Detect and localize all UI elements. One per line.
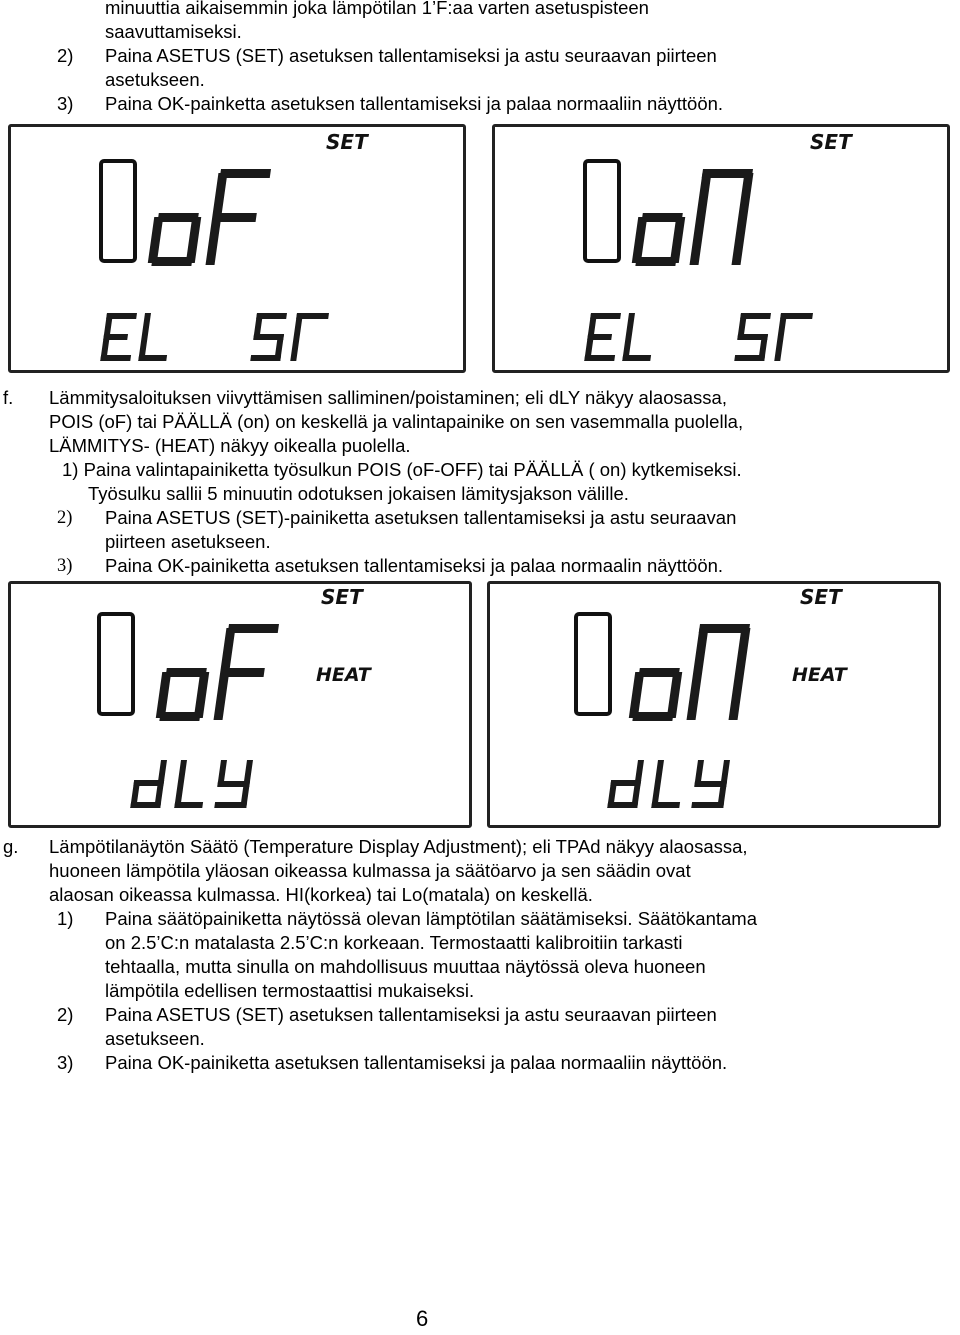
text-line: lämpötila edellisen termostaattisi mukaiseksi. bbox=[105, 980, 475, 1001]
empty-digit-outline bbox=[576, 614, 610, 714]
text-line: minuuttia aikaisemmin joka lämpötilan 1’F:aa varten asetuspisteen bbox=[105, 0, 649, 18]
empty-digit-outline bbox=[99, 614, 133, 714]
text-line: Lämpötilanäytön Säätö (Temperature Display Adjustment); eli TPAd näkyy alaosassa, bbox=[49, 836, 748, 857]
text-line: Lämmitysaloituksen viivyttämisen salliminen/poistaminen; eli dLY näkyy alaosassa, bbox=[49, 387, 727, 408]
lcd-center-text bbox=[631, 169, 754, 266]
empty-digit-outline bbox=[101, 161, 135, 261]
lcd-display-delay-off bbox=[8, 581, 472, 828]
lcd-center-text bbox=[147, 169, 271, 266]
lcd-bottom-text bbox=[584, 313, 813, 361]
text-line: Paina OK-painiketta asetuksen tallentamiseksi ja palaa normaalin näyttöön. bbox=[105, 555, 724, 576]
text-line: saavuttamiseksi. bbox=[105, 21, 242, 42]
text-line: piirteen asetukseen. bbox=[105, 531, 271, 552]
lcd-display-delay-on bbox=[487, 581, 941, 828]
lcd-display-ontime-off bbox=[8, 124, 466, 373]
empty-digit-outline bbox=[585, 161, 619, 261]
heat-indicator: HEAT bbox=[792, 664, 847, 686]
step-number: 3) bbox=[57, 93, 74, 114]
text-line: asetukseen. bbox=[105, 1028, 205, 1049]
text-line: Työsulku sallii 5 minuutin odotuksen jokaisen lämitysjakson välille. bbox=[88, 483, 629, 504]
text-line: on 2.5’C:n matalasta 2.5’C:n korkeaan. Termostaatti kalibroitiin tarkasti bbox=[105, 932, 683, 953]
lcd-display-ontime-on bbox=[492, 124, 950, 373]
heat-indicator: HEAT bbox=[316, 664, 371, 686]
step-number: 2) bbox=[57, 1004, 74, 1025]
text-line: tehtaalla, mutta sinulla on mahdollisuus muuttaa näytössä oleva huoneen bbox=[105, 956, 706, 977]
step-number: 3) bbox=[57, 1052, 74, 1073]
text-line: 1) Paina valintapainiketta työsulkun POIS (oF-OFF) tai PÄÄLLÄ ( on) kytkemiseksi. bbox=[62, 459, 742, 480]
step-number: 2) bbox=[57, 508, 73, 528]
text-line: Paina ASETUS (SET)-painiketta asetuksen tallentamiseksi ja astu seuraavan bbox=[105, 507, 737, 528]
step-number: 1) bbox=[57, 908, 74, 929]
section-letter: g. bbox=[3, 836, 19, 857]
text-line: Paina ASETUS (SET) asetuksen tallentamiseksi ja astu seuraavan piirteen bbox=[105, 45, 717, 66]
text-line: LÄMMITYS- (HEAT) näkyy oikealla puolella. bbox=[49, 435, 411, 456]
text-line: Paina säätöpainiketta näytössä olevan lämptötilan säätämiseksi. Säätökantama bbox=[105, 908, 757, 929]
section-letter: f. bbox=[3, 387, 14, 408]
set-indicator: SET bbox=[326, 130, 368, 154]
lcd-bottom-text bbox=[607, 760, 730, 808]
page-number: 6 bbox=[416, 1306, 429, 1331]
lcd-center-text bbox=[628, 624, 751, 721]
text-line: asetukseen. bbox=[105, 69, 205, 90]
text-line: huoneen lämpötila yläosan oikeassa kulmassa ja säätöarvo ja sen säädin ovat bbox=[49, 860, 691, 881]
text-line: Paina OK-painketta asetuksen tallentamiseksi ja palaa normaaliin näyttöön. bbox=[105, 93, 724, 114]
text-line: Paina ASETUS (SET) asetuksen tallentamiseksi ja astu seuraavan piirteen bbox=[105, 1004, 717, 1025]
text-line: Paina OK-painiketta asetuksen tallentamiseksi ja palaa normaaliin näyttöön. bbox=[105, 1052, 728, 1073]
set-indicator: SET bbox=[321, 585, 363, 609]
lcd-center-text bbox=[155, 624, 279, 721]
step-number: 3) bbox=[57, 556, 73, 576]
lcd-bottom-text bbox=[100, 313, 329, 361]
step-number: 2) bbox=[57, 45, 74, 66]
set-indicator: SET bbox=[800, 585, 842, 609]
set-indicator: SET bbox=[810, 130, 852, 154]
text-line: POIS (oF) tai PÄÄLLÄ (on) on keskellä ja valintapainike on sen vasemmalla puolella, bbox=[49, 411, 744, 432]
lcd-bottom-text bbox=[130, 760, 253, 808]
text-line: alaosan oikeassa kulmassa. HI(korkea) tai Lo(matala) on keskellä. bbox=[49, 884, 593, 905]
